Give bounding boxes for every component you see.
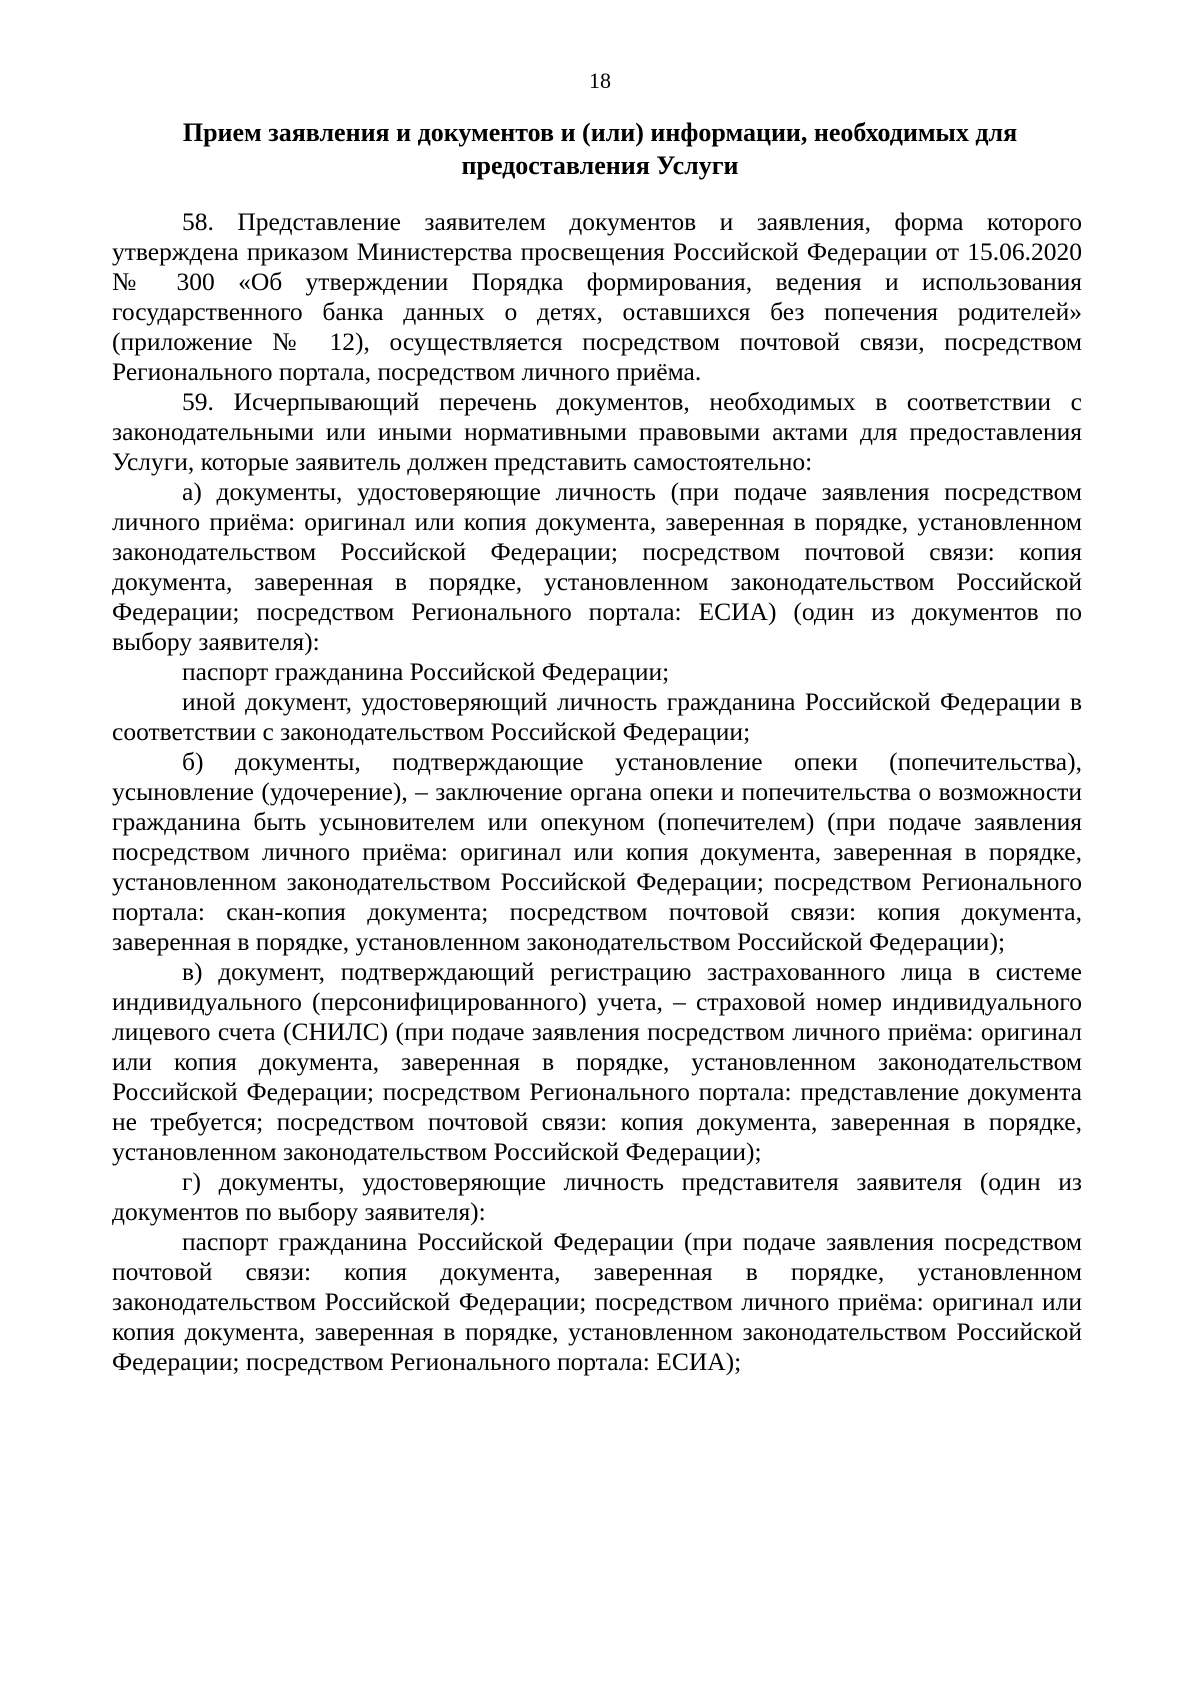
item-representative-passport: паспорт гражданина Российской Федерации (при подаче заявления посредством почтовой связи: копия документа, заверенная в порядке, установленном законодательством Российской Федерации; посредством личного приёма: оригинал или копия документа, заверенная в порядке, установленном законодательством Российской Федерации; посредством Регионального портала: ЕСИА); (112, 1227, 1082, 1376)
item-other-identity-document: иной документ, удостоверяющий личность гражданина Российской Федерации в соответствии с законодательством Российской Федерации; (112, 687, 1082, 746)
document-body (112, 207, 1082, 1377)
item-g-representative-documents: г) документы, удостоверяющие личность представителя заявителя (один из документов по выбору заявителя): (112, 1167, 1082, 1226)
paragraph-58: 58. Представление заявителем документов и заявления, форма которого утверждена приказом Министерства просвещения Российской Федерации от 15.06.2020 № 300 «Об утверждении Порядка формирования, ведения и использования государственного банка данных о детях, оставшихся без попечения родителей» (приложение № 12), осуществляется посредством почтовой связи, посредством Регионального портала, посредством личного приёма. (112, 207, 1082, 386)
item-b-guardianship-documents: б) документы, подтверждающие установление опеки (попечительства), усыновление (удочерение), – заключение органа опеки и попечительства о возможности гражданина быть усыновителем или опекуном (попечителем) (при подаче заявления посредством личного приёма: оригинал или копия документа, заверенная в порядке, установленном законодательством Российской Федерации; посредством Регионального портала: скан-копия документа; посредством почтовой связи: копия документа, заверенная в порядке, установленном законодательством Российской Федерации); (112, 747, 1082, 956)
paragraph-59: 59. Исчерпывающий перечень документов, необходимых в соответствии с законодательными или иными нормативными правовыми актами для предоставления Услуги, которые заявитель должен представить самостоятельно: (112, 387, 1082, 476)
item-a-identity-documents: а) документы, удостоверяющие личность (при подаче заявления посредством личного приёма: оригинал или копия документа, заверенная в порядке, установленном законодательством Российской Федерации; посредством почтовой связи: копия документа, заверенная в порядке, установленном законодательством Российской Федерации; посредством Регионального портала: ЕСИА) (один из документов по выбору заявителя): (112, 477, 1082, 656)
page-number: 18 (589, 68, 611, 93)
item-v-snils-document: в) документ, подтверждающий регистрацию застрахованного лица в системе индивидуального (персонифицированного) учета, – страховой номер индивидуального лицевого счета (СНИЛС) (при подаче заявления посредством личного приёма: оригинал или копия документа, заверенная в порядке, установленном законодательством Российской Федерации; посредством Регионального портала: представление документа не требуется; посредством почтовой связи: копия документа, заверенная в порядке, установленном законодательством Российской Федерации); (112, 957, 1082, 1166)
section-heading: Прием заявления и документов и (или) информации, необходимых для предоставления Услуги (182, 118, 1018, 180)
item-passport: паспорт гражданина Российской Федерации; (182, 657, 670, 686)
